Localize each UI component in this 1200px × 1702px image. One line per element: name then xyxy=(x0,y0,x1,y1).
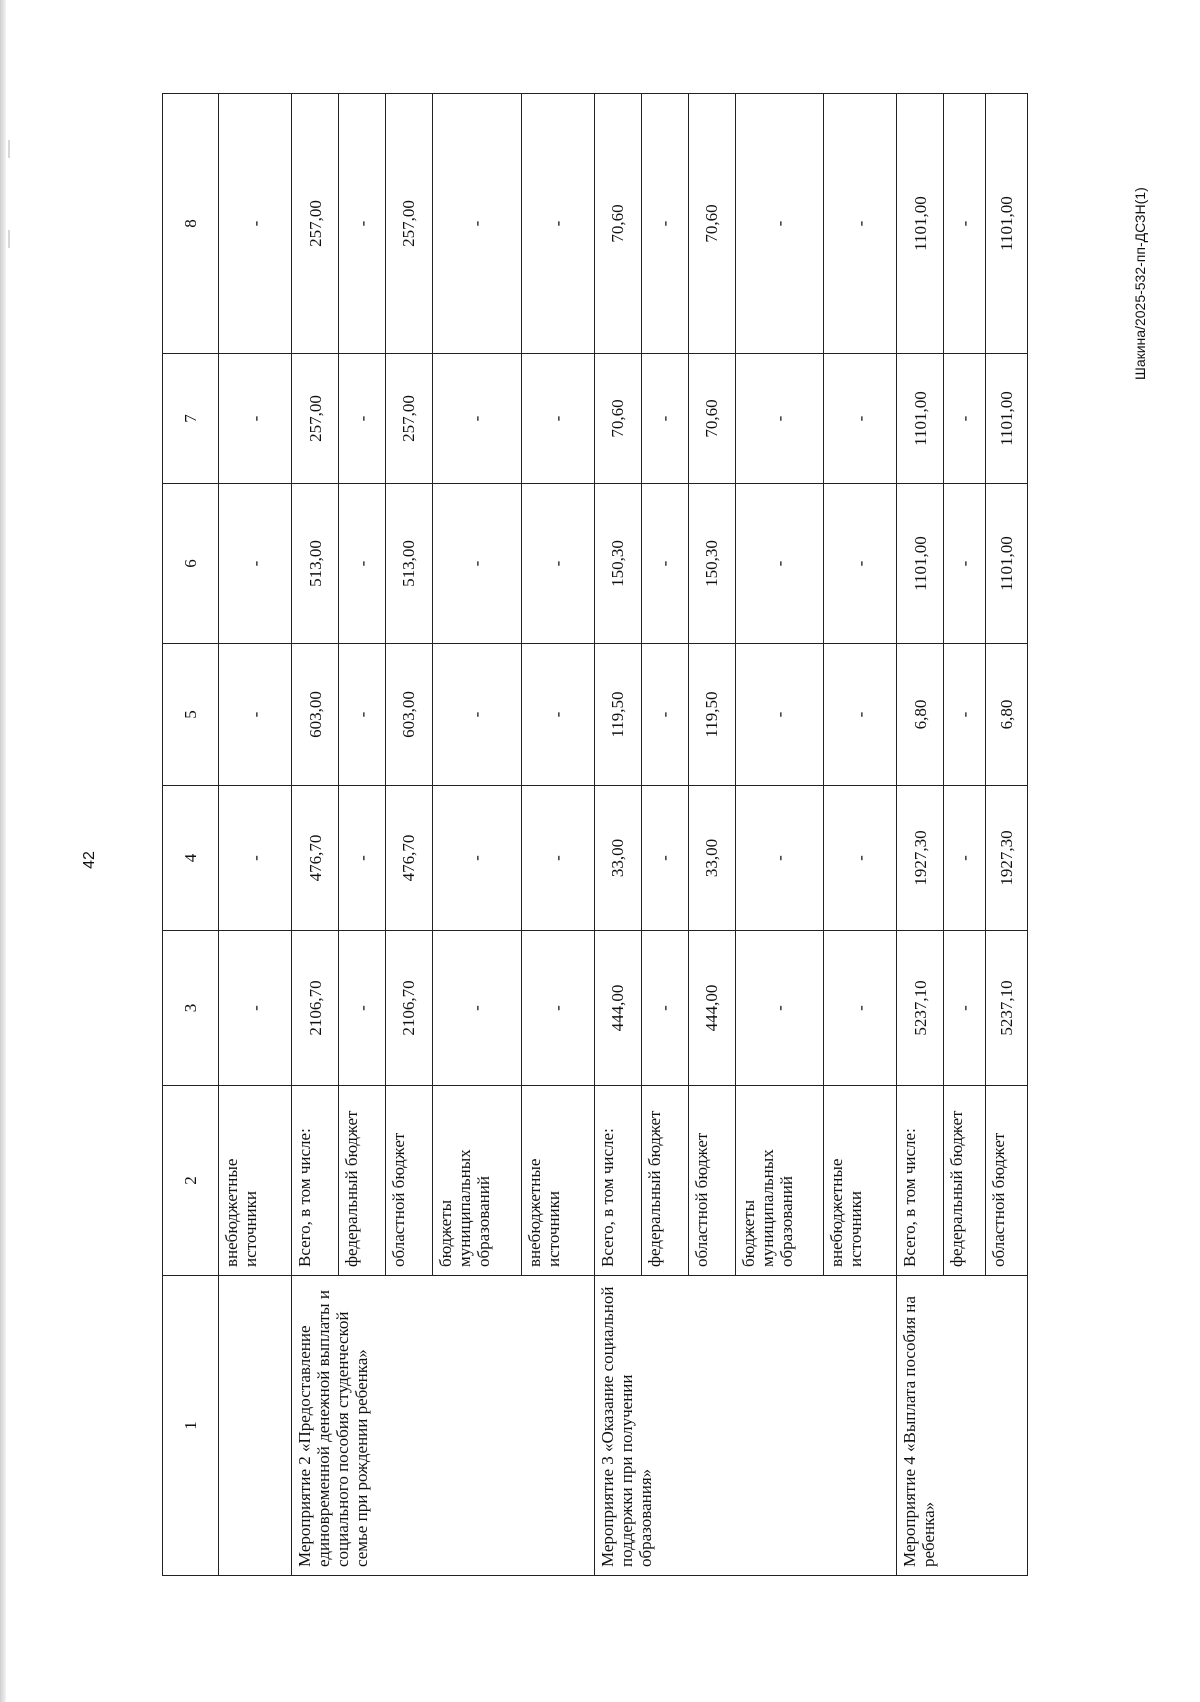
value-cell: - xyxy=(219,354,292,484)
value-cell: - xyxy=(944,931,986,1086)
value-cell: 70,60 xyxy=(594,94,641,354)
table-row xyxy=(594,94,641,1576)
value-cell: - xyxy=(944,484,986,644)
funding-source-cell: бюджеты муниципальных образований xyxy=(432,1086,521,1276)
value-cell: - xyxy=(641,484,688,644)
value-cell: - xyxy=(641,786,688,931)
value-cell: 70,60 xyxy=(594,354,641,484)
value-cell: - xyxy=(339,94,386,354)
footer-code-text: Шакина/2025-532-пп-ДСЗН(1) xyxy=(1132,187,1148,380)
value-cell: - xyxy=(735,931,824,1086)
value-cell: 476,70 xyxy=(292,786,339,931)
value-cell: - xyxy=(944,644,986,786)
value-cell: 5237,10 xyxy=(897,931,944,1086)
value-cell: - xyxy=(735,786,824,931)
funding-source-cell: внебюджетные источники xyxy=(219,1086,292,1276)
value-cell: 513,00 xyxy=(386,484,433,644)
table-row xyxy=(897,94,944,1576)
rotated-table-wrapper xyxy=(162,94,1028,1576)
activity-cell-empty xyxy=(219,1276,292,1576)
value-cell: 1101,00 xyxy=(897,354,944,484)
value-cell: - xyxy=(521,786,594,931)
value-cell: 6,80 xyxy=(897,644,944,786)
value-cell: - xyxy=(824,484,897,644)
value-cell: 1101,00 xyxy=(986,94,1028,354)
activity-cell: Мероприятие 4 «Выплата пособия на ребенка» xyxy=(897,1276,1028,1576)
value-cell: - xyxy=(735,94,824,354)
value-cell: - xyxy=(735,484,824,644)
value-cell: - xyxy=(641,94,688,354)
value-cell: - xyxy=(219,786,292,931)
value-cell: 1101,00 xyxy=(897,484,944,644)
value-cell: 33,00 xyxy=(594,786,641,931)
activity-cell: Мероприятие 3 «Оказание социальной поддержки при получении образования» xyxy=(594,1276,897,1576)
value-cell: - xyxy=(944,94,986,354)
value-cell: 119,50 xyxy=(594,644,641,786)
value-cell: - xyxy=(824,94,897,354)
value-cell: - xyxy=(339,931,386,1086)
table-row xyxy=(219,94,292,1576)
scan-mark xyxy=(8,230,10,248)
funding-source-cell: бюджеты муниципальных образований xyxy=(735,1086,824,1276)
value-cell: 70,60 xyxy=(688,354,735,484)
scan-mark xyxy=(8,140,10,158)
value-cell: - xyxy=(432,484,521,644)
value-cell: 33,00 xyxy=(688,786,735,931)
value-cell: - xyxy=(641,644,688,786)
value-cell: 1927,30 xyxy=(897,786,944,931)
value-cell: - xyxy=(824,354,897,484)
value-cell: - xyxy=(219,484,292,644)
budget-table xyxy=(162,93,1028,1576)
value-cell: 150,30 xyxy=(688,484,735,644)
value-cell: - xyxy=(219,644,292,786)
header-cell: 7 xyxy=(163,354,219,484)
value-cell: - xyxy=(521,354,594,484)
value-cell: - xyxy=(219,931,292,1086)
value-cell: 257,00 xyxy=(292,354,339,484)
value-cell: - xyxy=(521,931,594,1086)
value-cell: - xyxy=(735,644,824,786)
value-cell: - xyxy=(339,644,386,786)
value-cell: - xyxy=(432,94,521,354)
page-number: 42 xyxy=(81,851,98,869)
header-cell: 8 xyxy=(163,94,219,354)
value-cell: - xyxy=(339,484,386,644)
header-cell: 1 xyxy=(163,1276,219,1576)
header-cell: 6 xyxy=(163,484,219,644)
value-cell: 513,00 xyxy=(292,484,339,644)
value-cell: 444,00 xyxy=(688,931,735,1086)
funding-source-cell: областной бюджет xyxy=(688,1086,735,1276)
funding-source-cell: внебюджетные источники xyxy=(521,1086,594,1276)
funding-source-cell: федеральный бюджет xyxy=(339,1086,386,1276)
value-cell: - xyxy=(824,644,897,786)
funding-source-cell: Всего, в том числе: xyxy=(897,1086,944,1276)
value-cell: 150,30 xyxy=(594,484,641,644)
value-cell: 603,00 xyxy=(386,644,433,786)
value-cell: - xyxy=(432,354,521,484)
value-cell: - xyxy=(521,644,594,786)
header-cell: 5 xyxy=(163,644,219,786)
value-cell: 2106,70 xyxy=(292,931,339,1086)
value-cell: - xyxy=(432,786,521,931)
value-cell: - xyxy=(521,94,594,354)
footer-code xyxy=(1128,120,1152,380)
funding-source-cell: федеральный бюджет xyxy=(641,1086,688,1276)
value-cell: - xyxy=(824,786,897,931)
value-cell: 1927,30 xyxy=(986,786,1028,931)
value-cell: 603,00 xyxy=(292,644,339,786)
header-cell: 3 xyxy=(163,931,219,1086)
funding-source-cell: Всего, в том числе: xyxy=(292,1086,339,1276)
value-cell: 5237,10 xyxy=(986,931,1028,1086)
value-cell: 1101,00 xyxy=(897,94,944,354)
value-cell: - xyxy=(219,94,292,354)
table-row xyxy=(292,94,339,1576)
header-cell: 4 xyxy=(163,786,219,931)
value-cell: - xyxy=(735,354,824,484)
value-cell: 444,00 xyxy=(594,931,641,1086)
value-cell: 476,70 xyxy=(386,786,433,931)
funding-source-cell: федеральный бюджет xyxy=(944,1086,986,1276)
header-row xyxy=(163,94,219,1576)
value-cell: 70,60 xyxy=(688,94,735,354)
value-cell: 257,00 xyxy=(386,354,433,484)
value-cell: 1101,00 xyxy=(986,354,1028,484)
funding-source-cell: Всего, в том числе: xyxy=(594,1086,641,1276)
value-cell: - xyxy=(339,354,386,484)
header-cell: 2 xyxy=(163,1086,219,1276)
value-cell: 6,80 xyxy=(986,644,1028,786)
value-cell: 119,50 xyxy=(688,644,735,786)
value-cell: - xyxy=(944,786,986,931)
value-cell: 2106,70 xyxy=(386,931,433,1086)
value-cell: - xyxy=(641,931,688,1086)
value-cell: - xyxy=(944,354,986,484)
value-cell: - xyxy=(339,786,386,931)
scan-edge xyxy=(0,0,6,1702)
value-cell: - xyxy=(432,931,521,1086)
funding-source-cell: областной бюджет xyxy=(986,1086,1028,1276)
funding-source-cell: внебюджетные источники xyxy=(824,1086,897,1276)
funding-source-cell: областной бюджет xyxy=(386,1086,433,1276)
value-cell: - xyxy=(641,354,688,484)
value-cell: 257,00 xyxy=(292,94,339,354)
value-cell: - xyxy=(432,644,521,786)
value-cell: - xyxy=(521,484,594,644)
activity-cell: Мероприятие 2 «Предоставление единовременной денежной выплаты и социального пособия студенческой семье при рождении ребенка» xyxy=(292,1276,595,1576)
value-cell: - xyxy=(824,931,897,1086)
value-cell: 257,00 xyxy=(386,94,433,354)
value-cell: 1101,00 xyxy=(986,484,1028,644)
